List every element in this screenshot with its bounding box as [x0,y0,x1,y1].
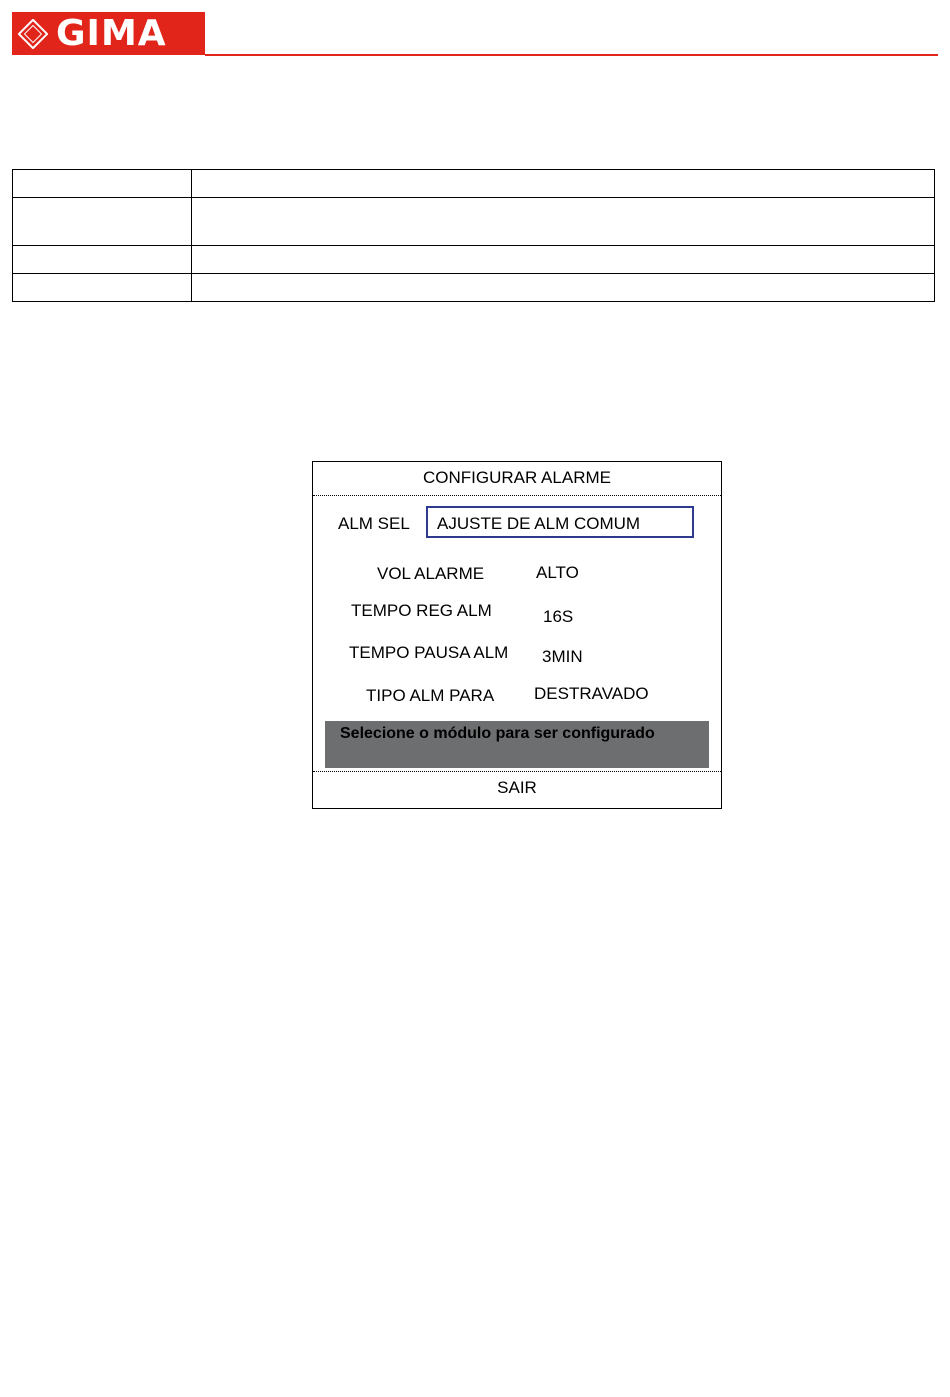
alarm-setup-dialog [312,461,722,809]
exit-button[interactable]: SAIR [497,778,537,797]
tipo-alm-para-label: TIPO ALM PARA [366,686,495,705]
table-row [13,198,935,246]
table-cell [13,246,192,274]
table-cell [192,170,935,198]
vol-alarme-value[interactable]: ALTO [536,563,579,582]
alm-sel-field[interactable] [426,506,694,538]
brand-name: GIMA [56,13,167,54]
tempo-reg-alm-label: TEMPO REG ALM [351,601,492,620]
alm-sel-label: ALM SEL [338,514,410,533]
table-cell [192,246,935,274]
table-cell [192,274,935,302]
table-cell [13,170,192,198]
table-row [13,246,935,274]
help-bar [325,721,709,768]
table-row [13,274,935,302]
gima-emblem-icon [18,19,48,49]
alm-sel-value: AJUSTE DE ALM COMUM [437,514,641,533]
tempo-pausa-alm-label: TEMPO PAUSA ALM [349,643,509,662]
gima-logo [12,12,205,55]
help-text: Selecione o módulo para ser configurado [340,725,655,742]
tipo-alm-para-value[interactable]: DESTRAVADO [534,684,649,703]
table-cell [13,274,192,302]
header-rule [205,54,938,56]
table-cell [192,198,935,246]
dialog-title: CONFIGURAR ALARME [423,468,611,487]
document-table [12,169,935,302]
title-divider [313,495,721,496]
footer-divider [313,771,721,772]
vol-alarme-label: VOL ALARME [377,564,485,583]
table-cell [13,198,192,246]
tempo-pausa-alm-value[interactable]: 3MIN [542,647,583,666]
tempo-reg-alm-value[interactable]: 16S [543,607,574,626]
table-row [13,170,935,198]
